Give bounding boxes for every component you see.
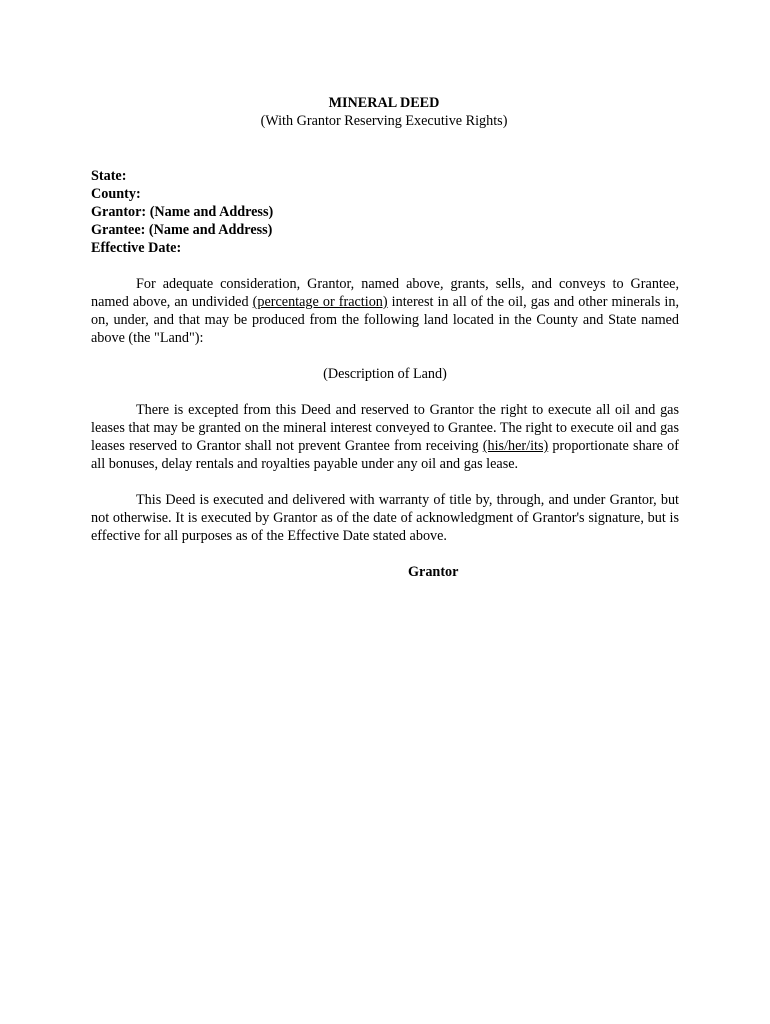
pronoun-blank: (his/her/its) xyxy=(482,438,549,454)
title-block xyxy=(89,94,679,130)
header-fields xyxy=(91,167,679,257)
signature-label: Grantor xyxy=(408,564,459,580)
document-title: MINERAL DEED xyxy=(328,95,440,111)
exception-text-end: proportionate share of all bonuses, delay rentals and royalties payable under any oil and gas lease. xyxy=(91,438,679,472)
field-effective-date: Effective Date: xyxy=(91,240,182,256)
warranty-paragraph: This Deed is executed and delivered with warranty of title by, through, and under Grantor, but not otherwise. It is executed by Grantor as of the date of acknowledgment of Grantor's signature, but is effective for all purposes as of the Effective Date stated above. xyxy=(91,492,679,544)
document-page xyxy=(91,94,679,595)
field-county: County: xyxy=(91,186,141,202)
document-subtitle: (With Grantor Reserving Executive Rights) xyxy=(260,113,508,129)
exception-paragraph xyxy=(91,401,679,473)
land-description: (Description of Land) xyxy=(323,366,447,382)
conveyance-paragraph xyxy=(91,275,679,347)
conveyance-text-end: interest in all of the oil, gas and other minerals in, on, under, and that may be produced from the following land located in the County and State named above (the "Land"): xyxy=(91,294,679,346)
field-state: State: xyxy=(91,168,127,184)
exception-text-start: There is excepted from this Deed and reserved to Grantor the right to execute all oil and gas leases that may be granted on the mineral interest conveyed to Grantee. The right to execute oil and gas leases reserved to Grantor shall not prevent Grantee from receiving xyxy=(91,402,679,454)
conveyance-text-start: For adequate consideration, Grantor, named above, grants, sells, and conveys to Grantee, named above, an undivided xyxy=(91,276,679,310)
field-grantor: Grantor: (Name and Address) xyxy=(91,204,274,220)
interest-blank: (percentage or fraction) xyxy=(252,294,388,310)
field-grantee: Grantee: (Name and Address) xyxy=(91,222,273,238)
